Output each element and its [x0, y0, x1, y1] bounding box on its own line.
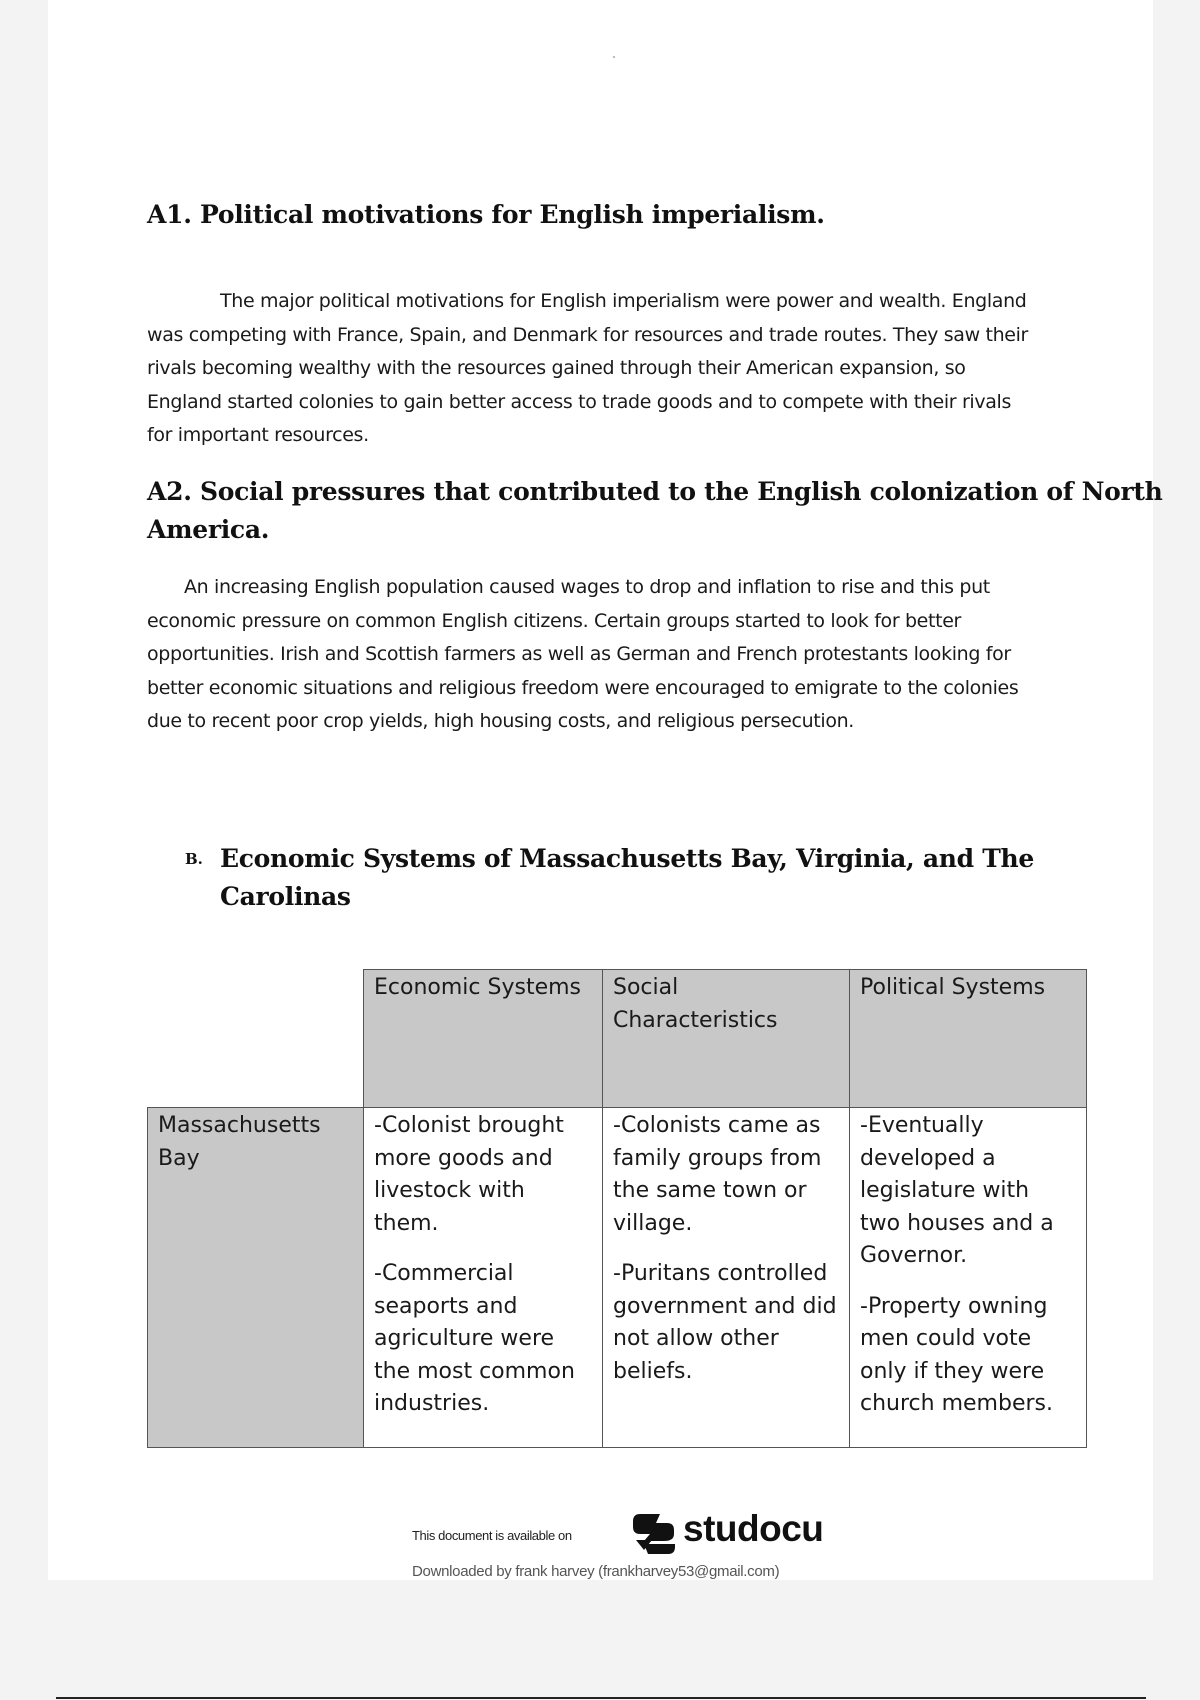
heading-a2-line: A2. Social pressures that contributed to the English colonization of North	[147, 477, 1163, 506]
page-speck	[613, 56, 615, 58]
cell-text: -Colonist brought more goods and livestock with them.	[374, 1113, 564, 1236]
table-corner-blank	[148, 970, 364, 1108]
paragraph-line: The major political motivations for English imperialism were power and wealth. England	[220, 290, 1027, 312]
footer-available-text: This document is available on	[412, 1528, 572, 1543]
paragraph-a1	[147, 285, 1028, 453]
table-header-political	[850, 970, 1087, 1108]
paragraph-line: opportunities. Irish and Scottish farmers as well as German and French protestants looking for	[147, 643, 1011, 665]
list-marker-b: B.	[185, 850, 203, 868]
paragraph-line: An increasing English population caused wages to drop and inflation to rise and this put	[184, 576, 990, 598]
cell-text: -Puritans controlled government and did not allow other beliefs.	[613, 1261, 837, 1384]
paragraph-line: better economic situations and religious freedom were encouraged to emigrate to the colonies	[147, 676, 1019, 699]
footer-downloaded-by: Downloaded by frank harvey (frankharvey53@gmail.com)	[412, 1563, 780, 1580]
cell-text: -Commercial seaports and agriculture were the most common industries.	[374, 1261, 575, 1416]
studocu-logo-text[interactable]: studocu	[683, 1508, 824, 1549]
studocu-logo-icon[interactable]	[630, 1510, 678, 1558]
table-row	[148, 1108, 1087, 1448]
page-bottom-rule	[56, 1697, 1146, 1699]
row-label: Massachusetts Bay	[158, 1113, 321, 1171]
heading-a2	[147, 473, 1163, 549]
table-cell-economic	[364, 1108, 603, 1448]
paragraph-line: economic pressure on common English citizens. Certain groups started to look for better	[147, 609, 962, 632]
heading-a2-line: America.	[147, 515, 270, 544]
table-header-social	[603, 970, 850, 1108]
table-row-label	[148, 1108, 364, 1448]
paragraph-line: England started colonies to gain better access to trade goods and to compete with their rivals	[147, 390, 1012, 413]
paragraph-line: due to recent poor crop yields, high housing costs, and religious persecution.	[147, 710, 854, 732]
header-label: Political Systems	[860, 975, 1046, 1000]
heading-b-line: Carolinas	[220, 882, 351, 911]
heading-b-line: Economic Systems of Massachusetts Bay, Virginia, and The	[220, 844, 1034, 873]
table-header-economic	[364, 970, 603, 1108]
table-cell-political	[850, 1108, 1087, 1448]
paragraph-line: rivals becoming wealthy with the resources gained through their American expansion, so	[147, 357, 966, 379]
paragraph-line: for important resources.	[147, 424, 369, 446]
header-label: Social Characteristics	[613, 975, 778, 1033]
table-cell-social	[603, 1108, 850, 1448]
cell-text: -Property owning men could vote only if they were church members.	[860, 1293, 1053, 1416]
cell-text: -Colonists came as family groups from the same town or village.	[613, 1113, 822, 1236]
paragraph-a2	[147, 571, 1018, 739]
heading-b	[220, 840, 1034, 916]
paragraph-line: was competing with France, Spain, and Denmark for resources and trade routes. They saw their	[147, 323, 1028, 346]
colonies-table	[147, 969, 1087, 1448]
table-header-row	[148, 970, 1087, 1108]
heading-a1: A1. Political motivations for English imperialism.	[147, 200, 825, 229]
header-label: Economic Systems	[374, 975, 581, 1000]
cell-text: -Eventually developed a legislature with two houses and a Governor.	[860, 1113, 1054, 1268]
